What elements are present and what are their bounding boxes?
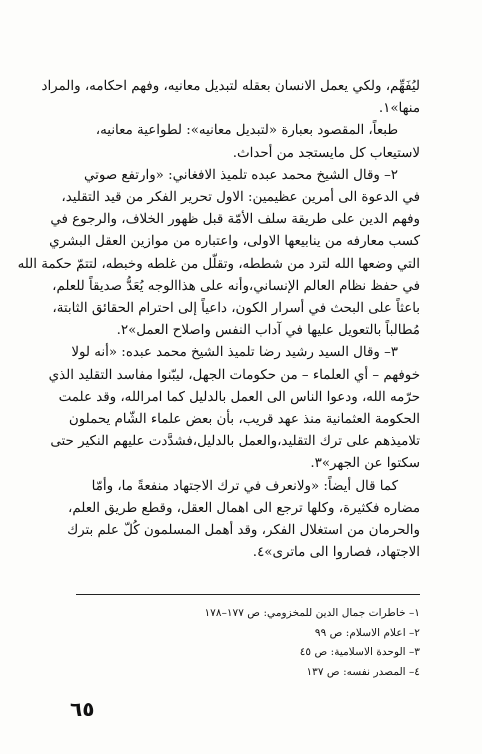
- footnote-2: ٢– اعلام الاسلام: ص ٩٩: [314, 626, 420, 639]
- text-line: وفهم الدين على طريقة سلف الأمّة قبل ظهور الخلاف، والرجوع في: [50, 212, 420, 228]
- text-line: لاستيعاب كل مايستجد من أحداث.: [232, 145, 420, 161]
- text-line: باعثاً على البحث في أسرار الكون، داعياً إلى احترام الحقائق الثابتة،: [52, 301, 420, 317]
- footnote-1: ١– خاطرات جمال الدين للمخزومي: ص ١٧٧–١٧٨: [204, 607, 420, 619]
- text-line: سكتوا عن الجهر»٣.: [310, 456, 420, 472]
- text-line: كما قال أيضاً: «ولانعرف في ترك الاجتهاد منفعةً ما، وأمّا: [91, 478, 398, 494]
- paragraph-5: [68, 476, 420, 565]
- text-line: تلاميذهم على ترك التقليد،والعمل بالدليل،فشدَّدت عليهم النكير حتى: [50, 434, 420, 450]
- footnote-3: ٣– الوحدة الاسلامية: ص ٤٥: [299, 646, 420, 659]
- text-line: التي وضعها الله لترد من شططه، وتقلّل من غلطه وخبطه، لتتمّ حكمة الله: [17, 256, 420, 272]
- paragraph-1: [41, 76, 420, 120]
- text-line: مضاره فكثيرة، وكلها ترجع الى اهمال العقل، وقطع طريق العلم،: [68, 500, 420, 516]
- paragraph-2: [68, 120, 420, 164]
- text-line: منها»١.: [378, 101, 420, 117]
- page-number: ٦٥: [70, 697, 95, 721]
- paragraph-4: [48, 342, 420, 475]
- footnote-divider: [76, 594, 420, 595]
- text-line: خوفهم – أي العلماء – من حكومات الجهل، ليبّنوا مفاسد التقليد الذي: [48, 367, 420, 383]
- text-line: الحكومة العثمانية منذ عهد قريب، بأن بعض علماء الشّام يحملون: [68, 412, 420, 428]
- text-line: في الدعوة الى أمرين عظيمين: الاول تحرير الفكر من قيد التقليد،: [61, 190, 420, 206]
- footnotes: [76, 604, 420, 682]
- paragraph-3: [17, 165, 420, 343]
- body-text: [17, 76, 420, 564]
- text-line: كسب معارفه من ينابيعها الاولى، واعتباره من موازين العقل البشري: [49, 234, 420, 250]
- text-line: الاجتهاد، فصاروا الى ماترى»٤.: [252, 545, 420, 561]
- text-line: مُطالباً بالتعويل عليها في آداب النفس واصلاح العمل»٢.: [116, 323, 420, 339]
- text-line: والحرمان من استغلال الفكر، وقد أهمل المسلمون كُلّ علم بترك: [67, 523, 420, 539]
- footnote-4: ٤– المصدر نفسه: ص ١٣٧: [306, 665, 420, 678]
- text-line: في حفظ نظام العالم الإنساني،وأنه على هذاالوجه يُعَدُّ صديقاً للعلم،: [52, 278, 420, 294]
- text-line: طبعاً، المقصود بعبارة «لتبديل معانيه»: لطواعية معانيه،: [95, 123, 398, 139]
- text-line: ٢– وقال الشيخ محمد عبده تلميذ الافغاني: «وارتفع صوتي: [83, 167, 398, 183]
- text-line: ٣– وقال السيد رشيد رضا تلميذ الشيخ محمد عبده: «أنه لولا: [71, 345, 398, 361]
- text-line: حرّمه الله، ودعوا الناس الى العمل بالدليل كما امرالله، وقد علمت: [58, 389, 420, 405]
- text-line: ليُفَهِّم، ولكي يعمل الانسان بعقله لتبديل معانيه، وفهم احكامه، والمراد: [41, 79, 420, 94]
